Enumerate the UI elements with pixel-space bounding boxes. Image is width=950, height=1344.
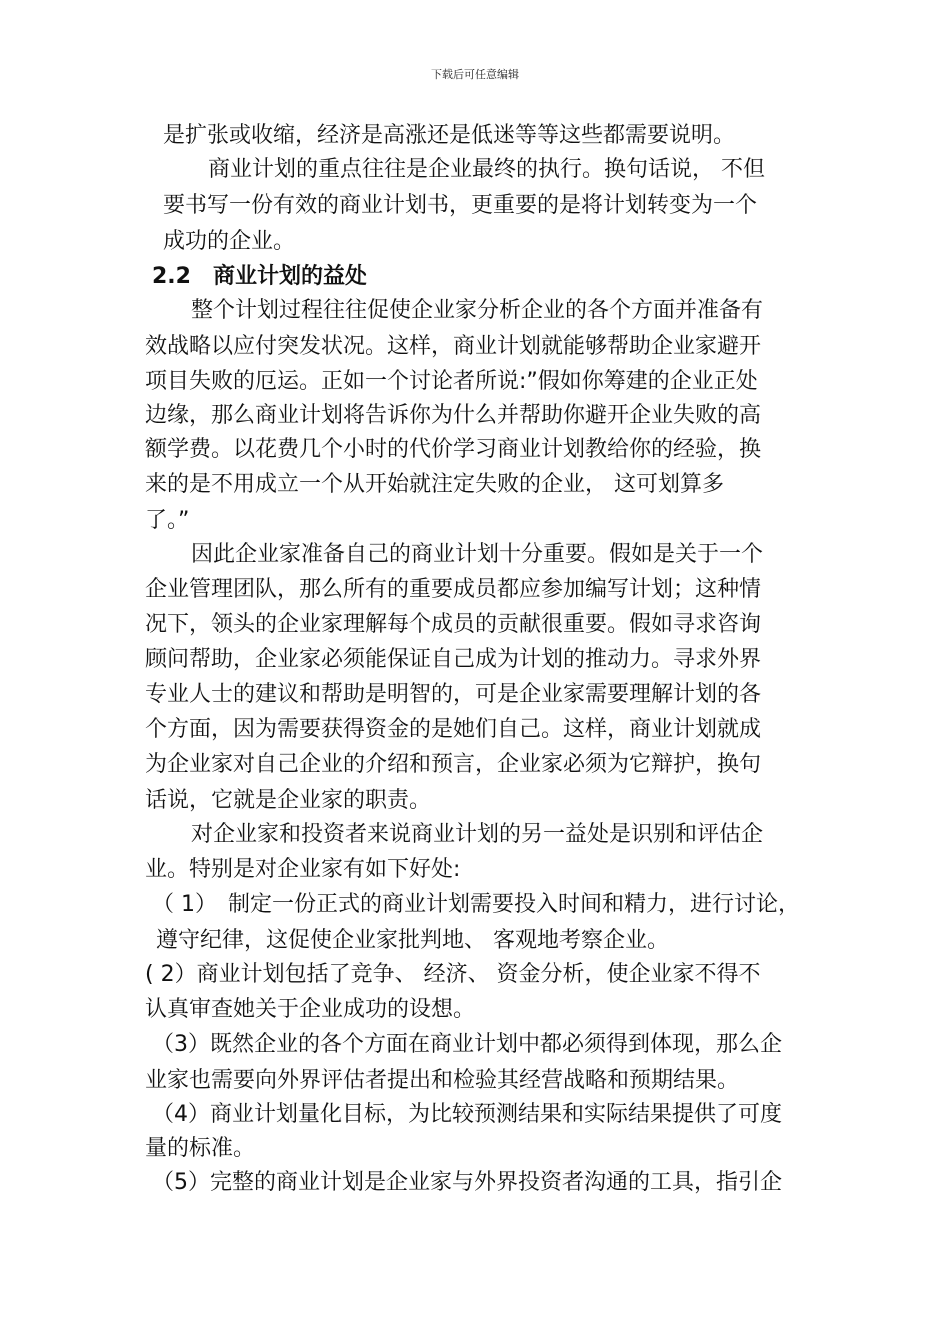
text-line: 个方面，因为需要获得资金的是她们自己。这样，商业计划就成 <box>145 717 762 742</box>
list-item-3: （3）既然企业的各个方面在商业计划中都必须得到体现，那么企 <box>152 1032 782 1057</box>
text-line: 成功的企业。 <box>163 229 296 254</box>
text-line: 对企业家和投资者来说商业计划的另一益处是识别和评估企 <box>191 822 764 847</box>
text-line: 来的是不用成立一个从开始就注定失败的企业， 这可划算多 <box>145 472 724 497</box>
list-item-5: （5）完整的商业计划是企业家与外界投资者沟通的工具，指引企 <box>152 1170 782 1195</box>
text-line: 为企业家对自己企业的介绍和预言，企业家必须为它辩护，换句 <box>145 752 762 777</box>
list-item-1: （ 1） 制定一份正式的商业计划需要投入时间和精力，进行讨论， <box>152 892 800 917</box>
text-line: 边缘，那么商业计划将告诉你为什么并帮助你避开企业失败的高 <box>145 403 762 428</box>
text-line: 话说，它就是企业家的职责。 <box>145 788 432 813</box>
text-line: 要书写一份有效的商业计划书，更重要的是将计划转变为一个 <box>163 193 758 218</box>
list-item-2: ( 2）商业计划包括了竞争、 经济、 资金分析，使企业家不得不 <box>145 962 761 987</box>
text-line: 了。” <box>145 508 190 533</box>
text-line: 项目失败的厄运。正如一个讨论者所说:”假如你筹建的企业正处 <box>145 369 758 394</box>
text-line: 量的标准。 <box>145 1136 256 1161</box>
page-header: 下载后可任意编辑 <box>431 68 519 81</box>
text-line: 整个计划过程往往促使企业家分析企业的各个方面并准备有 <box>191 298 764 323</box>
text-line: 因此企业家准备自己的商业计划十分重要。假如是关于一个 <box>191 542 764 567</box>
text-line: 是扩张或收缩，经济是高涨还是低迷等等这些都需要说明。 <box>163 123 736 148</box>
text-line: 业家也需要向外界评估者提出和检验其经营战略和预期结果。 <box>145 1068 740 1093</box>
text-line: 顾问帮助，企业家必须能保证自己成为计划的推动力。寻求外界 <box>145 647 762 672</box>
text-line: 商业计划的重点往往是企业最终的执行。换句话说， 不但 <box>208 157 765 182</box>
text-line: 专业人士的建议和帮助是明智的，可是企业家需要理解计划的各 <box>145 682 762 707</box>
text-line: 遵守纪律，这促使企业家批判地、 客观地考察企业。 <box>156 928 669 953</box>
section-heading: 2.2 商业计划的益处 <box>152 264 367 289</box>
text-line: 额学费。以花费几个小时的代价学习商业计划教给你的经验，换 <box>145 437 762 462</box>
text-line: 企业管理团队，那么所有的重要成员都应参加编写计划；这种情 <box>145 577 762 602</box>
text-line: 效战略以应付突发状况。这样，商业计划就能够帮助企业家避开 <box>145 334 762 359</box>
text-line: 况下，领头的企业家理解每个成员的贡献很重要。假如寻求咨询 <box>145 612 762 637</box>
text-line: 业。特别是对企业家有如下好处: <box>145 857 461 882</box>
list-item-4: （4）商业计划量化目标，为比较预测结果和实际结果提供了可度 <box>152 1102 782 1127</box>
text-line: 认真审查她关于企业成功的设想。 <box>145 997 476 1022</box>
